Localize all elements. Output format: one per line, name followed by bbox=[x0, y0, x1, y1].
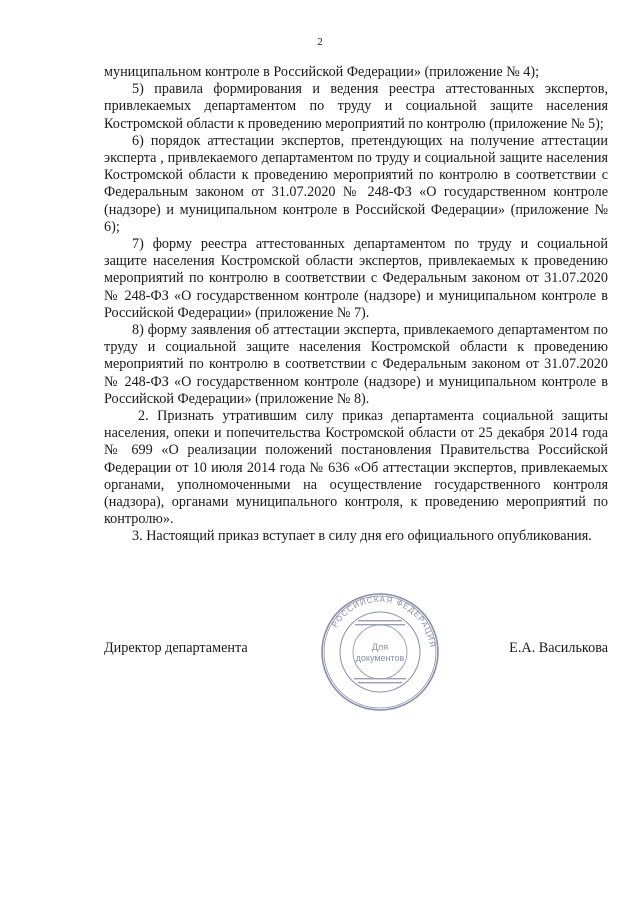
paragraph-continuation: муниципальном контроле в Российской Федерации» (приложение № 4); bbox=[104, 64, 540, 80]
paragraph-item-5: 5) правила формирования и ведения реестра аттестованных экспертов, привлекаемых департаментом по труду и социальной защите населения Костромской области к проведению мероприятий по контролю (приложение № 5); bbox=[104, 81, 608, 132]
signatory-position: Директор департамента bbox=[104, 640, 248, 656]
signature-block bbox=[104, 640, 608, 664]
signatory-name: Е.А. Василькова bbox=[509, 640, 608, 656]
document-body bbox=[104, 64, 608, 546]
stamp-center-text-1: Для bbox=[371, 642, 389, 652]
paragraph-item-6: 6) порядок аттестации экспертов, претендующих на получение аттестации эксперта , привлекаемого департаментом по труду и социальной защите населения Костромской области к проведению мероприятий по контролю в соответствии с Федеральным законом от 31.07.2020 № 248-ФЗ «О государственном контроле (надзоре) и муниципальном контроле в Российской Федерации» (приложение № 6); bbox=[104, 132, 608, 235]
paragraph-item-7: 7) форму реестра аттестованных департаментом по труду и социальной защите населения Костромской области экспертов, привлекаемых к проведению мероприятий по контролю в соответствии с Федеральным законом от 31.07.2020 № 248-ФЗ «О государственном контроле (надзоре) и муниципальном контроле в Российской Федерации» (приложение № 7). bbox=[104, 236, 608, 321]
stamp-center-text-2: документов bbox=[355, 653, 405, 663]
stamp-ring-text: РОССИЙСКАЯ ФЕДЕРАЦИЯ bbox=[330, 594, 437, 649]
paragraph-clause-2: 2. Признать утратившим силу приказ департамента социальной защиты населения, опеки и попечительства Костромской области от 25 декабря 2014 года № 699 «О реализации положений постановления Правительства Российской Федерации от 10 июля 2014 года № 636 «Об аттестации экспертов, привлекаемых органами, уполномоченными на осуществление государственного контроля (надзора), органами муниципального контроля, к проведению мероприятий по контролю». bbox=[104, 408, 608, 528]
paragraph-item-8: 8) форму заявления об аттестации эксперта, привлекаемого департаментом по труду и социальной защите населения Костромской области к проведению мероприятий по контролю в соответствии с Федеральным законом от 31.07.2020 № 248-ФЗ «О государственном контроле (надзоре) и муниципальном контроле в Российской Федерации» (приложение № 8). bbox=[104, 322, 608, 407]
paragraph-clause-3: 3. Настоящий приказ вступает в силу дня его официального опубликования. bbox=[132, 528, 592, 545]
page-number: 2 bbox=[317, 36, 323, 48]
